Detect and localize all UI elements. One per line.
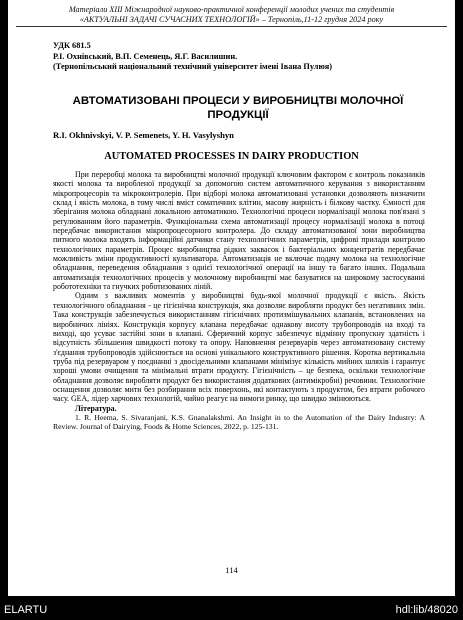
article-meta [53,41,433,73]
footer-bar [0,600,463,620]
title-en: AUTOMATED PROCESSES IN DAIRY PRODUCTION [104,151,359,162]
footer-right: hdl:lib/48020 [395,604,458,616]
udk-code: УДК 681.5 [53,41,91,50]
paragraph: При переробці молока та виробництві молочної продукції ключовим фактором є контроль показників якості молока та виробленої продукції за допомогою систем автоматичного керування з використанням мікропроцесорів та мікроконтролерів. При відборі молока автоматизовані установки дозволяють визначити склад і якість молока, в тому числі вміст соматичних клітин, масову жирність і білкову частку. Ємності для зберігання молока обладнані локальною автоматикою. Технологічні процеси нормалізації молока пов'язані з регулюванням його параметрів. Функціональна схема автоматизації процесу нормалізації молока в потоці передбачає використання мікропроцесорного контролера. До складу автоматизованої зони виробництва питного молока входять інформаційні датчики стану технологічних параметрів, цифрові прилади контролю технологічних параметрів. Процес виробництва рідких заквасок і бактеріальних концентратів передбачає можливість зміни продуктивності культиватора. Автоматизація не включає подачу молока на технологічне обладнання, переведення обладнання з однієї технологічної операції на іншу та багато інших. Подальша автоматизація технологічних процесів у молочному виробництві має базуватися на широкому застосуванні робототехніки та гнучких роботизованих ліній. [53,170,425,292]
literature-item: 1. R. Heema, S. Sivaranjani, K.S. Gnanalakshmi. An Insight in to the Automation of the Dairy Industry: A Review. Journal of Dairying, Foods & Home Sciences, 2022, p. 125-131. [53,412,425,432]
page-number: 114 [225,565,238,575]
authors-ua: Р.І. Охнівський, В.П. Семенець, Я.Г. Василишин. [53,51,238,61]
paragraph: Одним з важливих моментів у виробництві будь-якої молочної продукції є якість. Якість технологічного обладнання - це гігієнічна конструкція, яка дозволяє виробляти продукт без негативних змін. Така конструкція забезпечується використанням гігієнічних протизмішувальних клапанів, встановлених на виробничих лініях. Конструкція корпусу клапана передбачає однакову висоту трубопроводів на вході та виході, що усуває застійні зони в клапані. Сферичний корпус забезпечує відмінну пропускну здатність і відсутність збільшення швидкості потоку та опору. Наповнення резервуарів через автоматизовану систему з'єднання трубопроводів здійснюється на основі унікального конструктивного рішення. Коротка вертикальна труба під резервуаром у поєднанні з двосідельними клапанами мінімізує кількість мийних шляхів і гарантує хороші умови очищення та мінімальні втрати продукту. Гігієнічність – це безпека, оскільки технологічне обладнання дозволяє виробляти продукт без використання додаткових (антимікробні) речовини. Технологічне оснащення дозволяє мити без розбирання всіх поверхонь, які контактують з продуктом, без втрати робочого часу. GEA, лідер харчових технологій, чийно реагує на вимоги ринку, що швидко змінюються. [53,291,425,404]
article-body [53,170,425,432]
authors-en: R.I. Okhnivskyi, V. P. Semenets, Y. H. Vasylyshyn [53,130,234,140]
footer-left: ELARTU [4,604,48,616]
title-ua: АВТОМАТИЗОВАНІ ПРОЦЕСИ У ВИРОБНИЦТВІ МОЛОЧНОЇ ПРОДУКЦІЇ [72,95,404,121]
document-page [8,0,455,596]
running-header [8,5,455,25]
running-header-line1: Матеріали XIII Міжнародної науково-практичної конференції молодих учених та студентів [68,5,395,14]
header-rule [16,26,447,27]
running-header-line2: «АКТУАЛЬНІ ЗАДАЧІ СУЧАСНИХ ТЕХНОЛОГІЙ» – Тернопіль,11-12 грудня 2024 року [79,15,384,24]
affiliation: (Тернопільський національний технічний університет імені Івана Пулюя) [53,62,333,71]
literature-title: Література. [75,403,117,413]
